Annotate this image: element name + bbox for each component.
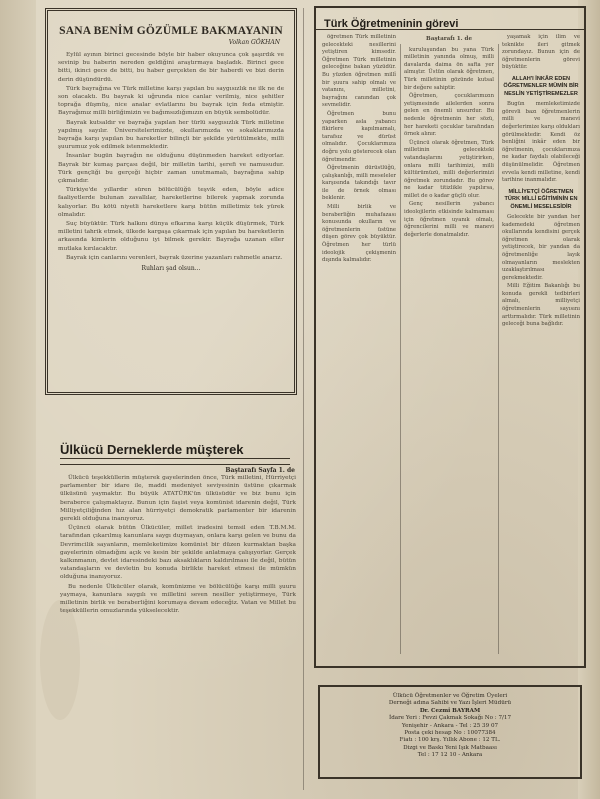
column-divider <box>303 8 304 790</box>
paragraph: Milli Eğitim Bakanlığı bu konuda gerekli tedbirleri almalı, milliyetçi öğretmenlerin sayısını arttırmalıdır. Türk milletinin geleceği buna bağlıdır. <box>502 283 580 328</box>
left-article-title: SANA BENİM GÖZÜMLE BAKMAYANIN <box>59 25 283 37</box>
right-column-1 <box>322 34 396 664</box>
paragraph: Milli birlik ve beraberliğin muhafazası konusunda okulların ve öğretmenlerin üstüne düşen görev çok büyüktür. Öğretmen her türlü ideolojik çekişmenin dışında kalmalıdır. <box>322 204 396 264</box>
left-article-author: Volkan GÖKHAN <box>228 39 280 46</box>
left-article-box <box>45 8 297 395</box>
imprint-line: Tel : 17 12 10 - Ankara <box>417 752 483 759</box>
paragraph: Türk bayrağına ve Türk milletine karşı yapılan bu saygısızlık ne ilk ne de son olacaktı. Bu bayrak ki uğrunda nice canlar verilmiş, nice şehitler toprağa düşmüş, nice analar evlatlarını bu bayrak için feda etmiştir. Bayrağımız milli birliğimizin ve bağımsızlığımızın en büyük sembolüdür. <box>58 85 284 117</box>
ulku-title-rule <box>60 458 290 465</box>
imprint-line: Posta çeki hesap No : 10077384 <box>404 730 496 737</box>
paragraph: Bayrak için canlarını verenleri, bayrak üzerine yazanları rahmetle anarız. <box>66 254 283 261</box>
right-article-title: Türk Öğretmeninin görevi <box>324 18 459 30</box>
imprint-line: Derneği adına Sahibi ve Yazı İşleri Müdürü <box>388 700 512 707</box>
paragraph: Eylül ayının birinci gecesinde böyle bir haber okuyunca çok şaşırdık ve sevinip bu haberin nereden geldiğini araştırmaya başladık. Birinci gece bitti, ikinci gece de bitti, bu haber gerçekten de bir haberdi ve bizi derin derin düşündürdü. <box>58 52 284 83</box>
subheading-2: MİLLİYETÇİ ÖĞRETMEN TÜRK MİLLİ EĞİTİMİNİN EN ÖNEMLİ MESELESİDİR <box>504 188 578 210</box>
ulku-article-title: Ülkücü Derneklerde müşterek <box>60 442 244 457</box>
imprint-line: Dizgi ve Baskı Yeni Işık Matbaası <box>403 744 497 751</box>
paragraph: Üçüncü olarak öğretmen, Türk milletinin gelecekteki vatandaşlarını yetiştirirken, onlara milli tarihimizi, milli kültürümüzü, milli değerlerimizi öğretmek zorundadır. Bu görev ne kadar titizlikle yapılırsa, millet de o kadar güçlü olur. <box>404 139 494 199</box>
paragraph: Bayrak kutsaldır ve bayrağa yapılan her türlü saygısızlık Türk milletine yapılmış sayılır. Üniversitelerimizde, okullarımızda ve sokaklarımızda bayrağa karşı yapılan bu hareketler bilinçli bir şekilde yürütülmekte, milli şuurumuz yok edilmek istenmektedir. <box>58 119 284 151</box>
right-column-3 <box>502 34 580 664</box>
right-article-columns <box>322 34 580 664</box>
sub-column-rule <box>498 44 499 654</box>
paragraph: Üçüncü olarak bütün Ülkücüler, millet iradesini temsil eden T.B.M.M. tarafından çıkarılmış kanunlara saygı duymayan, onlara karşı gelen ve bunu da Devrimcilik sayanların, memleketimize komünist bir düzen kurmaktan başka gayelerinin olmadığını açık ve kesin bir şekilde anlatmaya çalışıyorlar. Gerçek kalkınmanın, devlet idaresindeki bazı aksaklıkların kaldırılması ile değil, bütün vatandaşların ve devletin bu konuda birlikte hareket etmesi ile mümkün olduğuna inanıyoruz. <box>60 525 296 581</box>
paragraph: Öğretmen bunu yaparken asla yabancı fikirlere kapılmamalı, tarafsız ve dürüst olmalıdır. Çocuklarımıza doğru yolu gösterecek olan öğretmendir. <box>322 110 396 163</box>
subheading-1: ALLAH'I İNKÂR EDEN ÖĞRETMENLER MÜMİN BİR NESLİN YETİŞTİREMEZLER <box>503 75 579 97</box>
sub-column-rule <box>400 44 401 654</box>
right-column-2 <box>404 34 494 664</box>
right-article-header <box>316 8 584 30</box>
paragraph: Gelecekte bir yandan her kademedeki öğretmen okullarında kendisini gerçek öğretmen olarak yetiştirecek, bir yandan da öğretmenliğe layık olmayanların meslekten uzaklaştırılması gerekmektedir. <box>502 213 580 281</box>
imprint-owner: Dr. Cezmi BAYRAM <box>419 707 481 714</box>
paragraph: yaşamak için ilim ve teknikte ileri gitmek zorundayız. Bunun için de öğretmenlerin görevi büyüktür. <box>502 34 580 71</box>
right-continued-note: Baştarafı 1. de <box>425 36 473 42</box>
imprint-line: Yenişehir - Ankara - Tel : 25 39 07 <box>401 722 499 729</box>
imprint-line: Fiatı : 100 krş. Yıllık Abone : 12 TL. <box>399 737 501 744</box>
paragraph: Türkiye'de yıllardır süren bölücülüğü teşvik eden, böyle adice faaliyetlerde bulunan zavallılar, hareketlerine bilerek yapmak zorunda kalıyorlar. Bu kötü niyetli hareketlere karşı bütün milletimiz tek yürek olmalıdır. <box>58 187 284 218</box>
paragraph: Bugün memleketimizde görevli bazı öğretmenlerin milli ve manevi değerlerimize karşı oldukları görülmektedir. Kendi öz benliğini inkâr eden bir öğretmenin, çocuklarımıza ne kadar faydalı olabileceği düşünülmelidir. Öğretmen evvela kendi milletine, kendi tarihine inanmalıdır. <box>502 101 580 184</box>
imprint-line: İdare Yeri : Fevzi Çakmak Sokağı No : 7/17 <box>388 715 511 722</box>
paragraph: Genç nesillerin yabancı ideolojilerin etkisinde kalmaması için öğretmen uyanık olmalı, öğrencilerini milli ve manevi değerlerle donatmalıdır. <box>404 201 494 238</box>
paragraph: İnsanlar bugün bayrağın ne olduğunu düşünmeden hareket ediyorlar. Bayrak bir kumaş parçası değil, bir milletin tarihi, şerefi ve namusudur. Türk gençliği bu gerçeği hiçbir zaman unutmamalı, bayrağına sahip çıkmalıdır. <box>58 153 284 185</box>
right-article-box <box>314 6 586 668</box>
paragraph: kuruluşundan bu yana Türk milletinin yanında olmuş, milli davalarda daima ön safta yer almıştır. Üstün olarak öğretmen, Türk milletinin gözünde kutsal bir değere sahiptir. <box>404 46 494 91</box>
ulku-article-title-wrap <box>60 442 292 457</box>
ulku-article-body <box>60 474 296 792</box>
paragraph: öğretmen Türk milletinin gelecekteki nesillerini yetiştiren kimsedir. Öğretmen Türk milletinin geleceğine bakan yüzüdür. Bu yüzden öğretmen millî bir şuura sahip olmalı ve vatanını, milletini, bayrağını canından çok sevmelidir. <box>322 34 396 109</box>
ulku-continued-note: Baştarafı Sayfa 1. de <box>225 467 295 474</box>
page-edge-left <box>0 0 36 799</box>
imprint-line: Ülkücü Öğretmenler ve Öğretim Üyeleri <box>392 693 508 699</box>
paragraph: Öğretmen, çocuklarımızın yetişmesinde ailelerden sonra gelen en önemli unsurdur. Bu nedenle öğretmenin her sözü, her hareketi çocuklar tarafından örnek alınır. <box>404 93 494 138</box>
paragraph: Suç büyüktür. Türk halkını dünya efkarına karşı küçük düşürmek, Türk milletini tahrik etmek, ülkede kargaşa çıkarmak için yapılan bu hareketlerin arkasında kimlerin olduğunu iyi bilmek gerekir. Bayrağa uzanan eller mutlaka kırılacaktır. <box>58 221 284 252</box>
paragraph: Bu nedenle Ülkücüler olarak, komünizme ve bölücülüğe karşı milli şuuru yaymaya, kanunlara saygılı ve milletini seven nesiller yetiştirmeye, Türk milletinin birlik ve beraberliğini korumaya devam edeceğiz. Vatan ve Millet bu teşekküllerin omuzlarında yükselecektir. <box>60 583 296 615</box>
paragraph: Öğretmenin dürüstlüğü, çalışkanlığı, milli meseleler karşısında takındığı tavır ile de örnek olması beklenir. <box>322 165 396 202</box>
left-article-body <box>58 51 284 262</box>
left-article-signoff: Ruhları şad olsun... <box>141 265 201 273</box>
paragraph: Ülkücü teşekküllerin müşterek gayelerinden önce, Türk milletini, Hürriyetçi parlamenter bir idare ile, maddi medeniyet seviyesinin üstüne çıkarmak ülküsünü yaymaktır. Bu büyük ATATÜRK'ün ülküsüdür ve biz bunu için beraberce çalışmaktayız. Bunun için faşist veya komünist idarenin değil, Türk Milliyetçiliğinden hız alan hürriyetçi demokratik parlamenter bir idarenin gerekli olduğuna inanıyoruz. <box>60 475 296 523</box>
imprint-box <box>318 685 582 779</box>
